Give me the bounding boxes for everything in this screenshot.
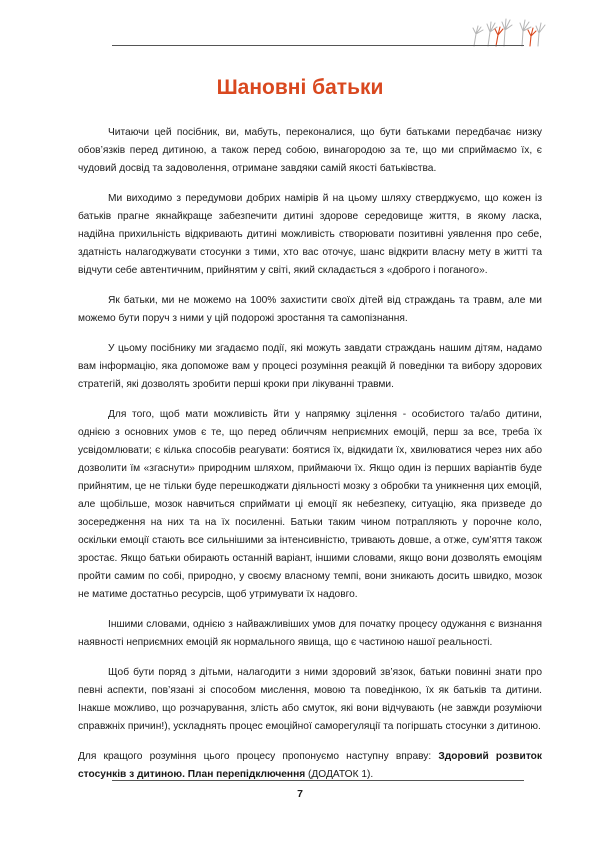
paragraph-healing: Для того, щоб мати можливість йти у напрямку зцілення - особистого та/або дитини, однією з основних умов є те, що перед обличчям неприємних емоцій, перш за все, треба їх усвідомлювати; є кілька способів реагувати: боятися їх, відкидати їх, хвилюватися через них або дозволити їм «згаснути» природним шляхом, приймаючи їх. Якщо один із перших варіантів буде прийнятим, це не тільки буде перешкоджати діяльності мозку з обробки та уникнення цих емоцій, але щобільше, мозок навчиться сприймати ці емоції як небезпеку, ситуацію, яка призведе до зосередження на них та на їх посиленні. Батьки таким чином потрапляють у порочне коло, оскільки емоції стають все сильнішими за інтенсивністю, тривають довше, а отже, сум’яття також зростає. Якщо батьки обирають останній варіант, іншими словами, якщо вони дозволять емоціям пройти самим по собі, природно, у своєму власному темпі, вони зникають досить швидко, мозок не матиме достатньо ресурсів, щоб утримувати їх надовго. (78, 409, 542, 600)
hands-reaching-icon (470, 14, 548, 48)
footer-divider (112, 780, 524, 781)
paragraph-connection: Щоб бути поряд з дітьми, налагодити з ними здоровий зв’язок, батьки повинні знати про певні аспекти, пов’язані зі способом мислення, мовою та поведінкою, їх як батьків та дитини. Інакше можливо, що розчарування, злість або смуток, які вони відчувають (не завжди розуміючи справжніх причин!), ускладнять процес емоційної саморегуляції та погіршать стосунки з дитиною. (78, 667, 542, 732)
exercise-suffix: (ДОДАТОК 1). (305, 769, 374, 780)
paragraph-intro: Читаючи цей посібник, ви, мабуть, переконалися, що бути батьками передбачає низку обов’язків перед дитиною, а також перед собою, винагородою за те, що ми сприймаємо їх, є чудовий досвід та задоволення, отримане завдяки самій якості батьківства. (78, 127, 542, 174)
paragraph-protection: Як батьки, ми не можемо на 100% захистити своїх дітей від страждань та травм, але ми можемо бути поруч з ними у цій подорожі зростання та самопізнання. (78, 295, 542, 324)
page-title: Шановні батьки (216, 76, 384, 100)
paragraph-guide-purpose: У цьому посібнику ми згадаємо події, які можуть завдати страждань нашим дітям, надамо вам інформацію, яка допоможе вам у процесі розуміння реакцій й поведінки та вибору здорових стратегій, які дозволять зробити перші кроки при лікуванні травми. (78, 343, 542, 390)
body-text (78, 124, 542, 796)
paragraph-recognition: Іншими словами, однією з найважливіших умов для початку процесу одужання є визнання наявності неприємних емоцій як нормального явища, що є частиною нашої реальності. (78, 619, 542, 648)
exercise-title: Здоровий розвиток стосунків з дитиною. План перепідключення (78, 751, 542, 780)
paragraph-intentions: Ми виходимо з передумови добрих намірів й на цьому шляху стверджуємо, що кожен із батьків прагне якнайкраще забезпечити дитині здорове середовище життя, в якому ласка, надійна прихильність відкривають дитині можливість створювати позитивні уявлення про себе, здатність налагоджувати стосунки з тими, хто вас оточує, шанс відкрити власну мету в житті та відчути себе автентичним, прийнятим у світі, який складається з «доброго і поганого». (78, 193, 542, 276)
header-divider (112, 45, 524, 46)
page-number: 7 (297, 788, 303, 800)
exercise-prefix: Для кращого розуміння цього процесу пропонуємо наступну вправу: (78, 751, 439, 762)
paragraph-exercise (78, 748, 542, 784)
